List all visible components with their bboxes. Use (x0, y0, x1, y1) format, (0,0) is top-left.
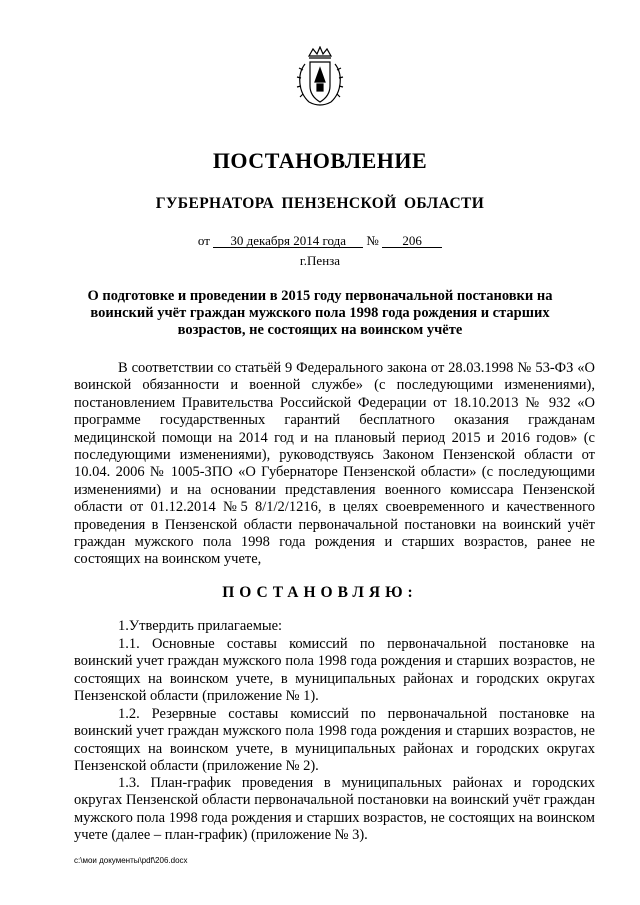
date-prefix: от (197, 233, 210, 248)
number-prefix: № (366, 233, 379, 248)
page-title: ПОСТАНОВЛЕНИЕ (212, 148, 428, 173)
issuer-subtitle: ГУБЕРНАТОРА ПЕНЗЕНСКОЙ ОБЛАСТИ (155, 195, 485, 212)
item-1-1: 1.1. Основные составы комиссий по первоначальной постановке на воинский учет граждан мужского пола 1998 года рождения и старших возрастов, не состоящих на воинском учете, в муниципальных районах и городских округах Пензенской области (приложение № 1). (74, 636, 595, 705)
date-number-line (0, 233, 640, 249)
coat-of-arms-icon (295, 46, 345, 110)
file-path-footer: c:\мои документы\pdf\206.docx (74, 856, 188, 865)
document-heading: О подготовке и проведении в 2015 году первоначальной постановки на воинский учёт граждан мужского пола 1998 года рождения и старших возрастов, не состоящих на воинском учёте (87, 288, 553, 338)
decree-word: ПОСТАНОВЛЯЮ: (222, 584, 418, 601)
item-1-3: 1.3. План-график проведения в муниципальных районах и городских округах Пензенской области первоначальной постановки на воинский учёт граждан мужского пола 1998 года рождения и старших возрастов, не состоящих на воинском учете (далее – план-график) (приложение № 3). (74, 775, 595, 844)
document-date: 30 декабря 2014 года (213, 234, 363, 248)
item-1: 1.Утвердить прилагаемые: (118, 618, 283, 634)
item-1-2: 1.2. Резервные составы комиссий по первоначальной постановке на воинский учет граждан мужского пола 1998 года рождения и старших возрастов, не состоящих на воинском учете, в муниципальных районах и городских округах Пензенской области (приложение № 2). (74, 706, 595, 775)
city: г.Пенза (299, 253, 341, 268)
preamble-paragraph: В соответствии со статьёй 9 Федерального закона от 28.03.1998 № 53-ФЗ «О воинской обязанности и военной службе» (с последующими изменениями), постановлением Правительства Российской Федерации от 18.10.2013 № 932 «О программе государственных гарантий бесплатного оказания гражданам медицинской помощи на 2014 год и на плановый период 2015 и 2016 годов» (с последующими изменениями), руководствуясь Законом Пензенской области от 10.04. 2006 № 1005-ЗПО «О Губернаторе Пензенской области» (с последующими изменениями) и на основании представления военного комиссара Пензенской области от 01.12.2014 №5 8/1/2/1216, в целях своевременного и качественного проведения в Пензенской области первоначальной постановки на воинский учёт граждан мужского пола 1998 года рождения и старших возрастов, ранее не состоящих на воинском учете, (74, 360, 595, 568)
document-number: 206 (382, 234, 442, 248)
